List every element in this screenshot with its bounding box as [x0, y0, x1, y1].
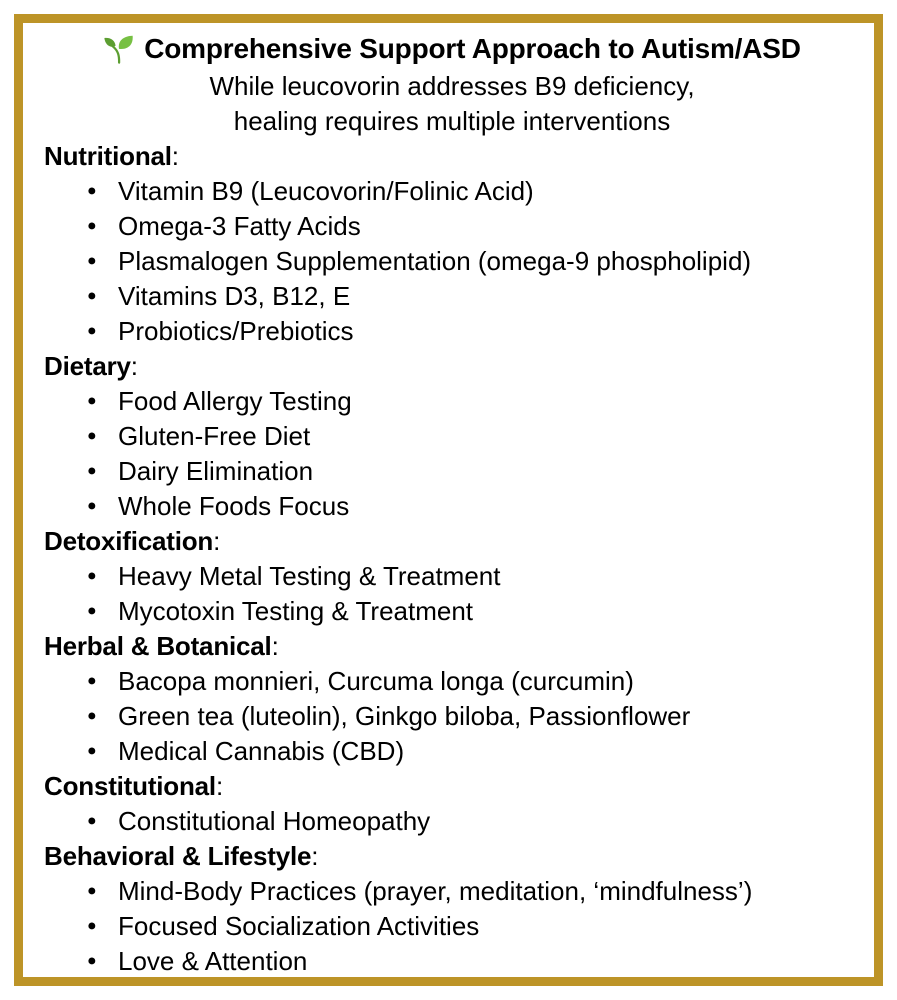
- list-item-text: Green tea (luteolin), Ginkgo biloba, Passionflower: [118, 701, 691, 731]
- bullet-icon: ●: [87, 881, 97, 899]
- section-colon: :: [271, 631, 279, 661]
- list-item-text: Food Allergy Testing: [118, 386, 352, 416]
- list-item: [44, 314, 860, 349]
- slide-content: [23, 23, 874, 979]
- section-header: [44, 629, 860, 664]
- list-item-text: Heavy Metal Testing & Treatment: [118, 561, 501, 591]
- list-item: [44, 209, 860, 244]
- gold-border-frame: [14, 14, 883, 986]
- bullet-list: [44, 664, 860, 769]
- section-detoxification: [44, 524, 860, 629]
- list-item-text: Dairy Elimination: [118, 456, 314, 486]
- list-item: [44, 594, 860, 629]
- bullet-icon: ●: [87, 496, 97, 514]
- section-colon: :: [213, 526, 221, 556]
- section-label: Herbal & Botanical: [44, 631, 272, 661]
- list-item-text: Love & Attention: [118, 946, 308, 976]
- list-item: [44, 909, 860, 944]
- bullet-icon: ●: [87, 811, 97, 829]
- list-item-text: Plasmalogen Supplementation (omega-9 phospholipid): [118, 246, 752, 276]
- section-constitutional: [44, 769, 860, 839]
- bullet-icon: ●: [87, 671, 97, 689]
- section-behavioral-lifestyle: [44, 839, 860, 979]
- list-item-text: Mind-Body Practices (prayer, meditation, ‘mindfulness’): [118, 876, 753, 906]
- bullet-icon: ●: [87, 601, 97, 619]
- bullet-icon: ●: [87, 916, 97, 934]
- section-header: [44, 524, 860, 559]
- bullet-icon: ●: [87, 181, 97, 199]
- list-item-text: Omega-3 Fatty Acids: [118, 211, 361, 241]
- list-item: [44, 804, 860, 839]
- bullet-icon: ●: [87, 741, 97, 759]
- list-item: [44, 454, 860, 489]
- subtitle-line-1: While leucovorin addresses B9 deficiency,: [209, 71, 695, 101]
- list-item-text: Vitamin B9 (Leucovorin/Folinic Acid): [118, 176, 534, 206]
- list-item: [44, 174, 860, 209]
- section-header: [44, 839, 860, 874]
- list-item: [44, 699, 860, 734]
- bullet-list: [44, 559, 860, 629]
- bullet-icon: ●: [87, 566, 97, 584]
- list-item: [44, 944, 860, 979]
- list-item: [44, 384, 860, 419]
- list-item-text: Probiotics/Prebiotics: [118, 316, 354, 346]
- list-item-text: Medical Cannabis (CBD): [118, 736, 405, 766]
- bullet-list: [44, 384, 860, 524]
- section-colon: :: [171, 141, 180, 171]
- bullet-icon: ●: [87, 951, 97, 969]
- section-colon: :: [311, 841, 319, 871]
- page-title: Comprehensive Support Approach to Autism/ASD: [144, 33, 801, 64]
- list-item: [44, 279, 860, 314]
- list-item: [44, 559, 860, 594]
- list-item: [44, 244, 860, 279]
- list-item: [44, 489, 860, 524]
- list-item: [44, 734, 860, 769]
- bullet-list: [44, 804, 860, 839]
- section-header: [44, 349, 860, 384]
- section-dietary: [44, 349, 860, 524]
- bullet-icon: ●: [87, 426, 97, 444]
- bullet-list: [44, 874, 860, 979]
- list-item: [44, 874, 860, 909]
- subtitle-line-2: healing requires multiple interventions: [233, 106, 671, 136]
- bullet-icon: ●: [87, 216, 97, 234]
- section-herbal-botanical: [44, 629, 860, 769]
- list-item-text: Constitutional Homeopathy: [118, 806, 431, 836]
- section-colon: :: [215, 771, 224, 801]
- bullet-list: [44, 174, 860, 349]
- bullet-icon: ●: [87, 321, 97, 339]
- section-header: [44, 769, 860, 804]
- bullet-icon: ●: [87, 286, 97, 304]
- section-nutritional: [44, 139, 860, 349]
- section-label: Constitutional: [44, 771, 216, 801]
- bullet-icon: ●: [87, 391, 97, 409]
- section-header: [44, 139, 860, 174]
- section-label: Behavioral & Lifestyle: [44, 841, 312, 871]
- section-label: Detoxification: [44, 526, 214, 556]
- bullet-icon: ●: [87, 251, 97, 269]
- section-colon: :: [130, 351, 138, 381]
- bullet-icon: ●: [87, 706, 97, 724]
- title-row: [44, 29, 860, 69]
- list-item-text: Vitamins D3, B12, E: [118, 281, 351, 311]
- list-item-text: Whole Foods Focus: [118, 491, 350, 521]
- section-label: Nutritional: [44, 141, 172, 171]
- list-item: [44, 419, 860, 454]
- list-item-text: Focused Socialization Activities: [118, 911, 480, 941]
- section-label: Dietary: [44, 351, 131, 381]
- list-item-text: Mycotoxin Testing & Treatment: [118, 596, 474, 626]
- list-item: [44, 664, 860, 699]
- list-item-text: Bacopa monnieri, Curcuma longa (curcumin): [118, 666, 634, 696]
- bullet-icon: ●: [87, 461, 97, 479]
- seedling-icon: [103, 34, 134, 65]
- list-item-text: Gluten-Free Diet: [118, 421, 311, 451]
